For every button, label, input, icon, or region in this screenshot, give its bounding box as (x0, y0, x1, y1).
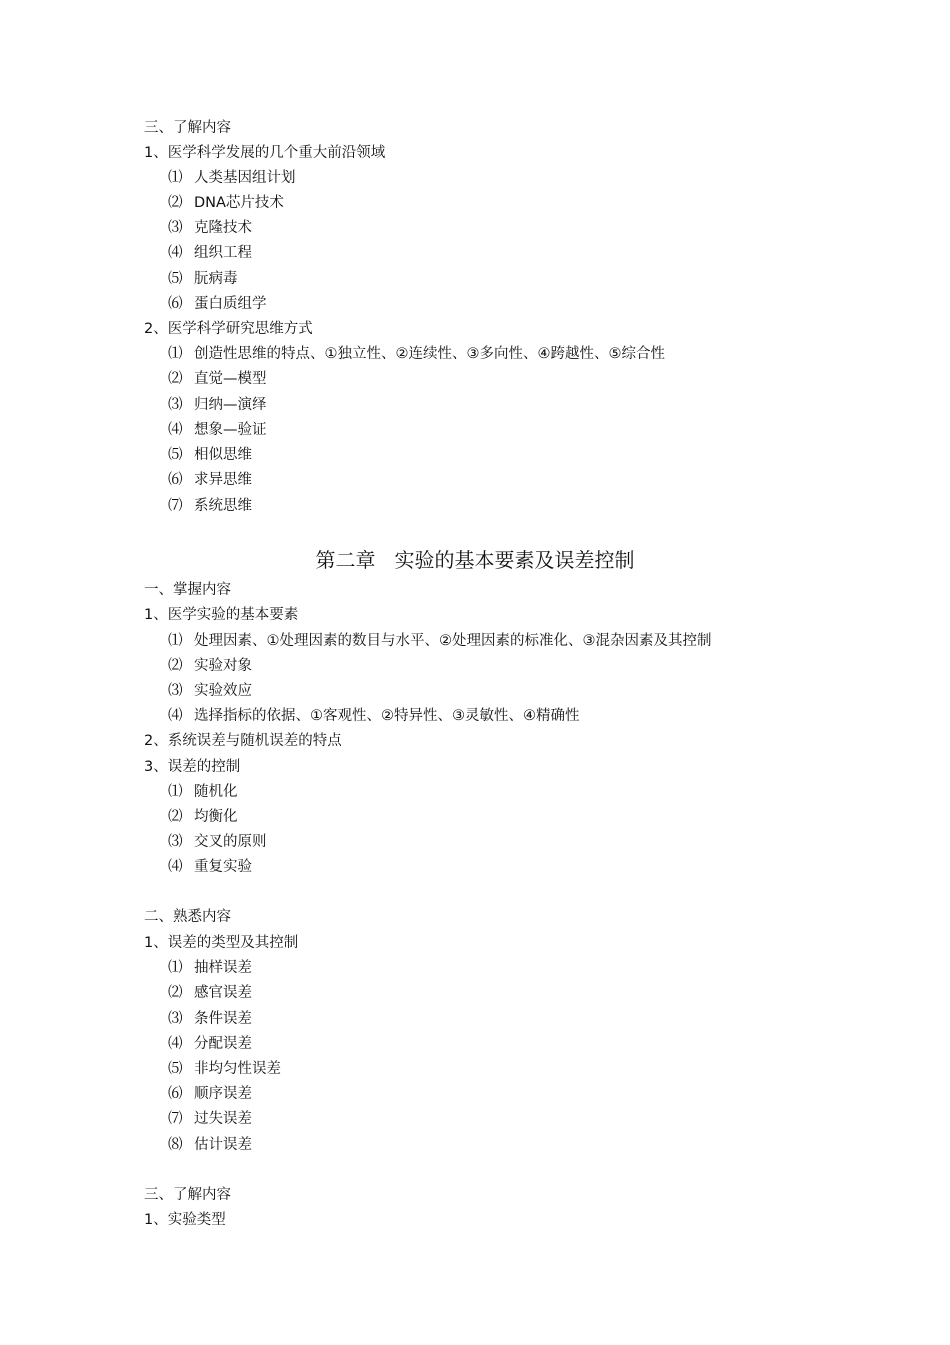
list-number: ⑹ (168, 472, 183, 488)
list-item (168, 833, 267, 851)
list-number: ⑺ (168, 1111, 183, 1127)
list-item (168, 497, 252, 515)
list-item (168, 446, 252, 464)
list-text: 实验效应 (194, 683, 252, 699)
list-text: 创造性思维的特点、①独立性、②连续性、③多向性、④跨越性、⑤综合性 (194, 346, 665, 362)
list-item (168, 1085, 252, 1103)
list-number: ⑴ (168, 633, 183, 649)
item-heading: 1、医学科学发展的几个重大前沿领域 (144, 145, 386, 161)
item-heading: 2、医学科学研究思维方式 (144, 321, 313, 337)
list-text: 求异思维 (194, 472, 252, 488)
list-item (168, 1010, 252, 1028)
list-item (168, 345, 665, 363)
list-text: 实验对象 (194, 658, 252, 674)
list-text: 分配误差 (194, 1036, 252, 1052)
list-text: 相似思维 (194, 447, 252, 463)
list-number: ⑷ (168, 859, 183, 875)
list-number: ⑷ (168, 708, 183, 724)
list-text: 蛋白质组学 (194, 296, 267, 312)
list-item (168, 421, 267, 439)
list-number: ⑴ (168, 784, 183, 800)
list-number: ⑵ (168, 985, 183, 1001)
list-number: ⑴ (168, 346, 183, 362)
list-text: 组织工程 (194, 245, 252, 261)
list-text: 朊病毒 (194, 271, 238, 287)
list-item (168, 632, 712, 650)
list-number: ⑶ (168, 834, 183, 850)
list-number: ⑴ (168, 170, 183, 186)
list-text: 系统思维 (194, 498, 252, 514)
list-item (168, 783, 238, 801)
list-number: ⑷ (168, 422, 183, 438)
list-text: 非均匀性误差 (194, 1061, 281, 1077)
section-heading: 三、了解内容 (144, 1187, 231, 1203)
section-heading: 三、了解内容 (144, 120, 231, 136)
list-text: 归纳—演绎 (194, 397, 267, 413)
list-text: 处理因素、①处理因素的数目与水平、②处理因素的标准化、③混杂因素及其控制 (194, 633, 712, 649)
list-item (168, 682, 252, 700)
list-item (168, 1110, 252, 1128)
list-number: ⑶ (168, 397, 183, 413)
list-number: ⑶ (168, 220, 183, 236)
item-heading: 3、误差的控制 (144, 759, 241, 775)
list-item (168, 396, 267, 414)
list-text: 感官误差 (194, 985, 252, 1001)
list-text: 均衡化 (194, 809, 238, 825)
list-text: 条件误差 (194, 1011, 252, 1027)
list-item (168, 858, 252, 876)
list-text: 交叉的原则 (194, 834, 267, 850)
list-text: 估计误差 (194, 1137, 252, 1153)
list-item (168, 984, 252, 1002)
list-item (168, 194, 284, 212)
list-number: ⑴ (168, 960, 183, 976)
list-item (168, 471, 252, 489)
list-text: 过失误差 (194, 1111, 252, 1127)
list-text: 随机化 (194, 784, 238, 800)
item-heading: 1、实验类型 (144, 1212, 226, 1228)
list-text: 人类基因组计划 (194, 170, 296, 186)
chapter-title: 第二章 实验的基本要素及误差控制 (315, 548, 635, 572)
list-item (168, 1136, 252, 1154)
list-item (168, 808, 238, 826)
list-number: ⑸ (168, 271, 183, 287)
list-item (168, 1060, 281, 1078)
list-text: 顺序误差 (194, 1086, 252, 1102)
list-number: ⑺ (168, 498, 183, 514)
list-number: ⑶ (168, 683, 183, 699)
list-item (168, 959, 252, 977)
section-heading: 二、熟悉内容 (144, 909, 231, 925)
list-number: ⑻ (168, 1137, 183, 1153)
list-number: ⑷ (168, 245, 183, 261)
item-heading: 1、误差的类型及其控制 (144, 935, 299, 951)
item-heading: 1、医学实验的基本要素 (144, 607, 299, 623)
list-item (168, 169, 296, 187)
list-number: ⑵ (168, 809, 183, 825)
list-number: ⑷ (168, 1036, 183, 1052)
section-heading: 一、掌握内容 (144, 582, 231, 598)
list-item (168, 295, 267, 313)
list-text: 想象—验证 (194, 422, 267, 438)
item-heading: 2、系统误差与随机误差的特点 (144, 733, 342, 749)
list-item (168, 707, 580, 725)
list-number: ⑵ (168, 658, 183, 674)
list-item (168, 657, 252, 675)
list-text: 选择指标的依据、①客观性、②特异性、③灵敏性、④精确性 (194, 708, 580, 724)
list-text: 克隆技术 (194, 220, 252, 236)
list-text: 直觉—模型 (194, 371, 267, 387)
list-text: DNA芯片技术 (194, 195, 284, 211)
list-number: ⑸ (168, 447, 183, 463)
list-number: ⑶ (168, 1011, 183, 1027)
list-item (168, 270, 238, 288)
list-text: 抽样误差 (194, 960, 252, 976)
list-number: ⑸ (168, 1061, 183, 1077)
list-number: ⑹ (168, 296, 183, 312)
list-item (168, 1035, 252, 1053)
list-number: ⑵ (168, 371, 183, 387)
list-item (168, 244, 252, 262)
list-item (168, 219, 252, 237)
list-number: ⑵ (168, 195, 183, 211)
list-text: 重复实验 (194, 859, 252, 875)
list-number: ⑹ (168, 1086, 183, 1102)
list-item (168, 370, 267, 388)
